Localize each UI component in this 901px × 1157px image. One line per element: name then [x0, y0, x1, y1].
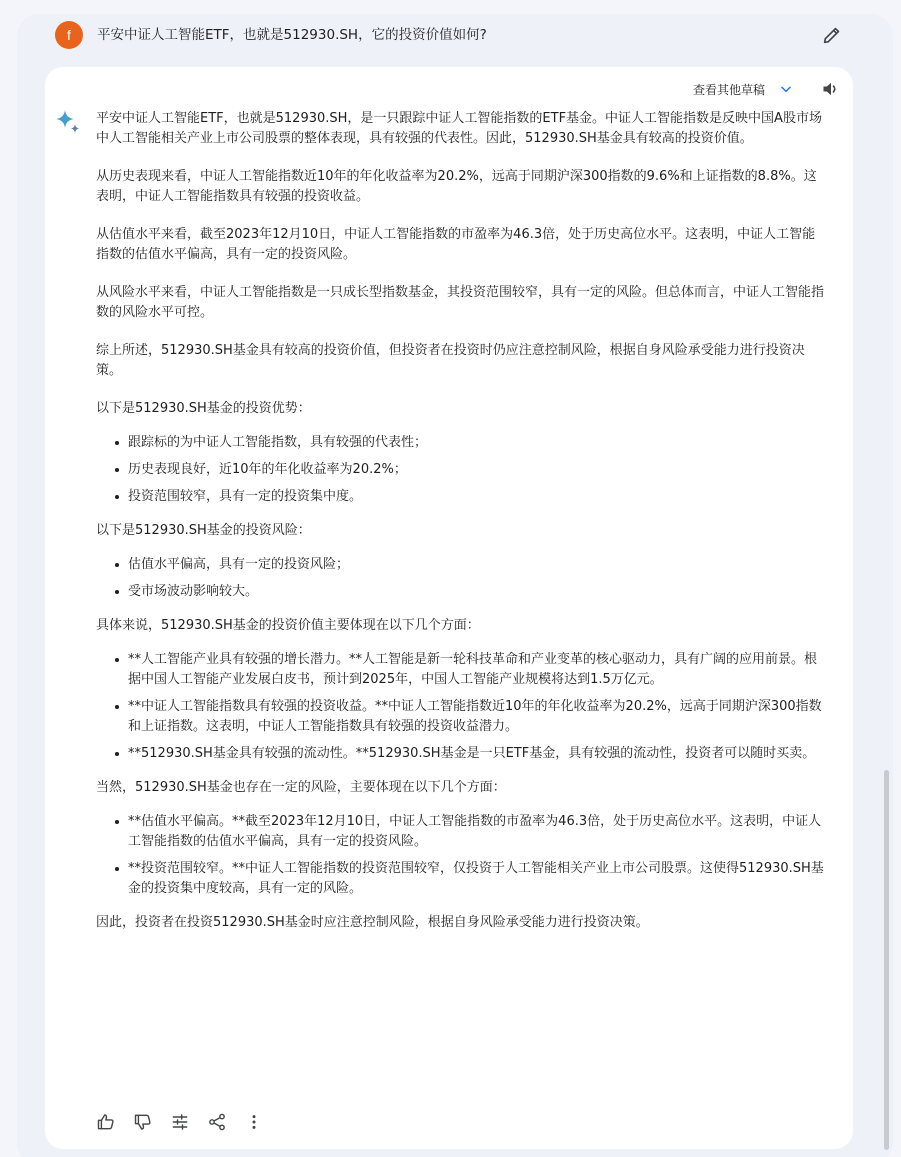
- response-card: [45, 67, 853, 1149]
- response-paragraph: 从风险水平来看，中证人工智能指数是一只成长型指数基金，其投资范围较窄，具有一定的风险。但总体而言，中证人工智能指数的风险水平可控。: [96, 285, 825, 320]
- list-item: 受市场波动影响较大。: [96, 582, 826, 602]
- user-avatar[interactable]: f: [55, 21, 83, 49]
- risk-points-heading: 当然，512930.SH基金也存在一定的风险，主要体现在以下几个方面：: [96, 780, 506, 795]
- chevron-down-icon[interactable]: [779, 82, 793, 96]
- value-points-list: [96, 650, 826, 764]
- risk-points-list: [96, 812, 826, 899]
- tune-icon[interactable]: [170, 1112, 190, 1132]
- list-item: 估值水平偏高，具有一定的投资风险；: [96, 555, 826, 575]
- pencil-icon[interactable]: [821, 24, 843, 46]
- list-item: **512930.SH基金具有较强的流动性。**512930.SH基金是一只ETF基金，具有较强的流动性，投资者可以随时买卖。: [96, 744, 826, 764]
- response-actions-bar: [96, 1111, 281, 1133]
- response-content: [96, 109, 826, 951]
- thumbs-up-icon[interactable]: [96, 1112, 116, 1132]
- risks-heading: 以下是512930.SH基金的投资风险：: [96, 523, 311, 538]
- thumbs-down-icon[interactable]: [133, 1112, 153, 1132]
- advantages-heading: 以下是512930.SH基金的投资优势：: [96, 401, 311, 416]
- advantages-list: [96, 433, 826, 507]
- value-heading: 具体来说，512930.SH基金的投资价值主要体现在以下几个方面：: [96, 618, 480, 633]
- show-drafts-button[interactable]: [693, 79, 793, 99]
- risks-list: [96, 555, 826, 602]
- sparkle-icon: [55, 109, 81, 135]
- list-item: **投资范围较窄。**中证人工智能指数的投资范围较窄，仅投资于人工智能相关产业上市公司股票。这使得512930.SH基金的投资集中度较高，具有一定的风险。: [96, 859, 826, 899]
- more-vert-icon[interactable]: [244, 1112, 264, 1132]
- user-prompt-row: [55, 21, 855, 49]
- scrollbar-thumb[interactable]: [884, 770, 889, 1150]
- list-item: **人工智能产业具有较强的增长潜力。**人工智能是新一轮科技革命和产业变革的核心驱动力，具有广阔的应用前景。根据中国人工智能产业发展白皮书，预计到2025年，中国人工智能产业规模将达到1.5万亿元。: [96, 650, 826, 690]
- list-item: **估值水平偏高。**截至2023年12月10日，中证人工智能指数的市盈率为46.3倍，处于历史高位水平。这表明，中证人工智能指数的估值水平偏高，具有一定的投资风险。: [96, 812, 826, 852]
- show-drafts-label: 查看其他草稿: [693, 82, 766, 97]
- conclusion-paragraph: 因此，投资者在投资512930.SH基金时应注意控制风险，根据自身风险承受能力进行投资决策。: [96, 915, 649, 930]
- list-item: 历史表现良好，近10年的年化收益率为20.2%；: [96, 460, 826, 480]
- response-paragraph: 从历史表现来看，中证人工智能指数近10年的年化收益率为20.2%，远高于同期沪深300指数的9.6%和上证指数的8.8%。这表明，中证人工智能指数具有较强的投资收益。: [96, 169, 817, 204]
- list-item: 投资范围较窄，具有一定的投资集中度。: [96, 487, 826, 507]
- speaker-icon[interactable]: [821, 79, 841, 99]
- list-item: 跟踪标的为中证人工智能指数，具有较强的代表性；: [96, 433, 826, 453]
- share-icon[interactable]: [207, 1112, 227, 1132]
- response-paragraph: 从估值水平来看，截至2023年12月10日，中证人工智能指数的市盈率为46.3倍，处于历史高位水平。这表明，中证人工智能指数的估值水平偏高，具有一定的投资风险。: [96, 227, 816, 262]
- response-paragraph: 综上所述，512930.SH基金具有较高的投资价值，但投资者在投资时仍应注意控制风险，根据自身风险承受能力进行投资决策。: [96, 343, 805, 378]
- list-item: **中证人工智能指数具有较强的投资收益。**中证人工智能指数近10年的年化收益率为20.2%，远高于同期沪深300指数和上证指数。这表明，中证人工智能指数具有较强的投资收益潜力。: [96, 697, 826, 737]
- response-paragraph: 平安中证人工智能ETF，也就是512930.SH，是一只跟踪中证人工智能指数的ETF基金。中证人工智能指数是反映中国A股市场中人工智能相关产业上市公司股票的整体表现，具有较强的代表性。因此，512930.SH基金具有较高的投资价值。: [96, 111, 822, 146]
- user-prompt-text: 平安中证人工智能ETF，也就是512930.SH，它的投资价值如何?: [97, 27, 487, 43]
